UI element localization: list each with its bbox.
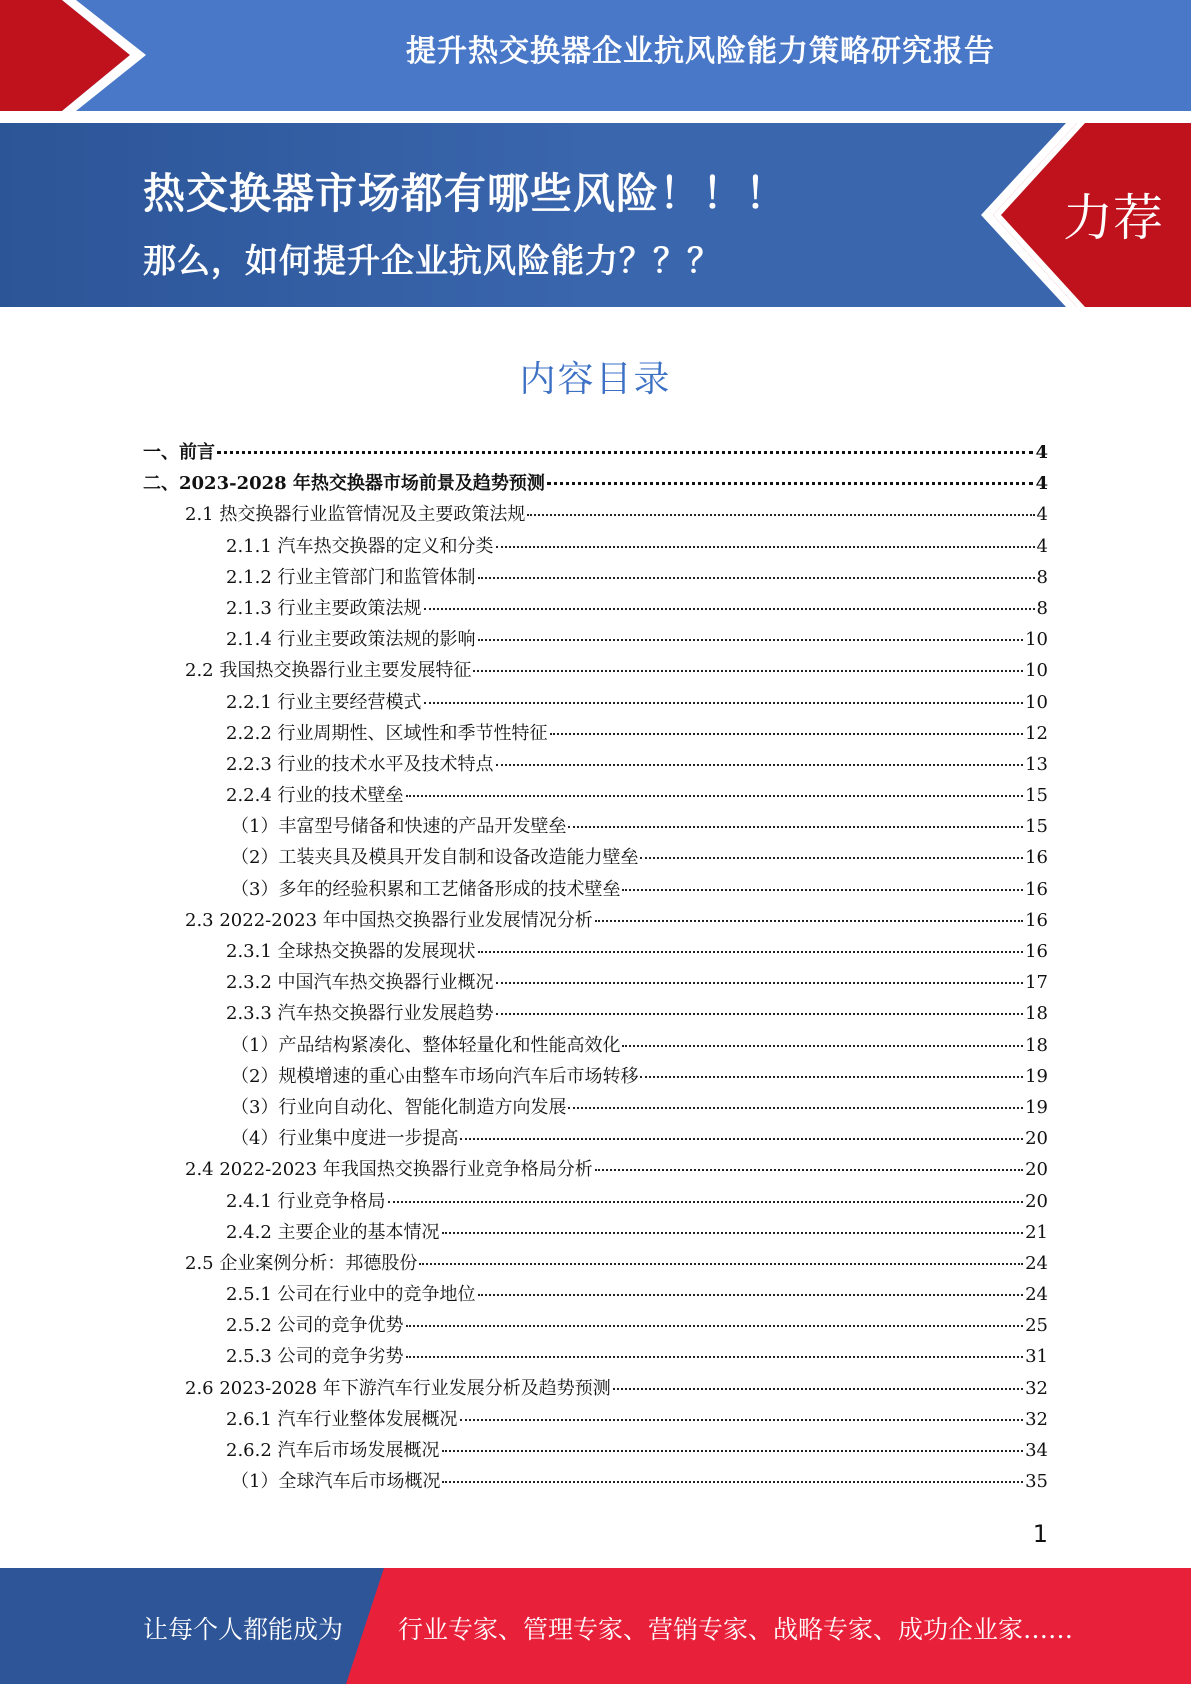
table-of-contents [143,437,1048,1497]
toc-entry-label: 一、前言 [143,442,215,463]
toc-entry-page: 31 [1025,1346,1048,1368]
hero-subheadline: 那么，如何提升企业抗风险能力？？？ [143,241,721,280]
toc-leader-dots [473,670,1023,672]
report-title: 提升热交换器企业抗风险能力策略研究报告 [406,34,995,69]
toc-entry-label: 2.5.1 公司在行业中的竞争地位 [226,1284,476,1306]
toc-entry-page: 21 [1025,1221,1048,1243]
toc-entry[interactable] [143,967,1048,998]
toc-entry[interactable] [143,718,1048,749]
toc-leader-dots [424,608,1035,610]
toc-leader-dots [478,1294,1024,1296]
toc-entry[interactable] [143,1404,1048,1435]
toc-leader-dots [460,1138,1023,1140]
toc-entry-page: 16 [1025,909,1048,931]
toc-entry[interactable] [143,531,1048,562]
toc-entry[interactable] [143,749,1048,780]
toc-entry-label: 2.4 2022-2023 年我国热交换器行业竞争格局分析 [185,1159,593,1181]
toc-entry-page: 15 [1025,785,1048,807]
toc-entry-page: 12 [1025,722,1048,744]
toc-leader-dots [442,1232,1024,1234]
toc-entry[interactable] [143,905,1048,936]
toc-entry-page: 25 [1025,1315,1048,1337]
toc-entry-page: 18 [1025,1034,1048,1056]
toc-entry[interactable] [143,593,1048,624]
toc-entry-label: 2.5.2 公司的竞争优势 [226,1315,404,1337]
toc-entry-label: （2）工装夹具及模具开发自制和设备改造能力壁垒 [231,847,639,869]
toc-entry[interactable] [143,1061,1048,1092]
toc-leader-dots [613,1388,1023,1390]
toc-entry-page: 20 [1025,1190,1048,1212]
recommend-badge: 力荐 [1063,189,1163,247]
toc-entry[interactable] [143,624,1048,655]
toc-entry-label: 2.5.3 公司的竞争劣势 [226,1346,404,1368]
toc-leader-dots [496,546,1035,548]
toc-leader-dots [406,1356,1024,1358]
toc-entry-label: 2.1.3 行业主要政策法规 [226,597,422,619]
toc-leader-dots [478,577,1035,579]
toc-leader-dots [622,1045,1023,1047]
toc-entry-page: 16 [1025,941,1048,962]
toc-leader-dots [478,951,1024,953]
hero-headline: 热交换器市场都有哪些风险！！！ [143,169,789,218]
toc-entry-page: 32 [1025,1408,1048,1430]
toc-entry-label: 2.6.2 汽车后市场发展概况 [226,1440,440,1461]
toc-leader-dots [406,1325,1024,1327]
page-number: 1 [1032,1520,1048,1548]
toc-leader-dots [496,982,1024,984]
toc-entry-page: 24 [1025,1284,1048,1306]
toc-entry-page: 16 [1025,847,1048,869]
toc-entry-page: 10 [1025,691,1048,713]
toc-entry[interactable] [143,874,1048,905]
toc-leader-dots [496,1013,1024,1015]
toc-entry[interactable] [143,1435,1048,1466]
toc-entry-label: 2.1.4 行业主要政策法规的影响 [226,629,476,651]
toc-entry-page: 4 [1035,473,1048,495]
toc-leader-dots [478,639,1024,641]
toc-leader-dots [640,857,1023,859]
toc-entry-label: （2）规模增速的重心由整车市场向汽车后市场转移 [231,1065,639,1087]
toc-leader-dots [595,920,1023,922]
toc-entry[interactable] [143,687,1048,718]
toc-entry-page: 16 [1025,878,1048,900]
toc-leader-dots [568,1107,1023,1109]
toc-entry[interactable] [143,998,1048,1029]
toc-entry-page: 19 [1025,1096,1048,1118]
toc-entry-label: （1）丰富型号储备和快速的产品开发壁垒 [231,816,567,838]
toc-entry-page: 15 [1025,816,1048,838]
toc-entry-label: （4）行业集中度进一步提高 [231,1128,459,1150]
toc-entry-page: 20 [1025,1159,1048,1181]
toc-entry-label: 2.6.1 汽车行业整体发展概况 [226,1408,458,1430]
toc-entry[interactable] [143,1341,1048,1372]
toc-entry-label: 2.6 2023-2028 年下游汽车行业发展分析及趋势预测 [185,1377,611,1399]
red-chevron-decoration [0,0,150,111]
top-header-band [0,0,1191,111]
toc-entry[interactable] [143,1217,1048,1248]
footer-band [0,1568,1191,1684]
toc-leader-dots [388,1201,1024,1203]
toc-entry-page: 24 [1025,1252,1048,1274]
toc-leader-dots [527,514,1034,516]
toc-entry-page: 10 [1025,660,1048,682]
toc-leader-dots [406,795,1024,797]
toc-entry-label: 2.1.2 行业主管部门和监管体制 [226,566,476,588]
toc-entry-label: 二、2023-2028 年热交换器市场前景及趋势预测 [143,473,545,495]
toc-leader-dots [424,702,1024,704]
toc-entry[interactable] [143,1030,1048,1061]
toc-entry[interactable] [143,936,1048,967]
toc-entry-label: 2.3.1 全球热交换器的发展现状 [226,941,476,962]
toc-entry-label: 2.3.2 中国汽车热交换器行业概况 [226,972,494,994]
toc-entry-label: 2.3 2022-2023 年中国热交换器行业发展情况分析 [185,909,593,931]
toc-leader-dots [550,733,1024,735]
toc-entry-page: 4 [1036,504,1048,526]
toc-entry-label: 2.3.3 汽车热交换器行业发展趋势 [226,1003,494,1025]
toc-entry[interactable] [143,1279,1048,1310]
toc-entry-page: 20 [1025,1128,1048,1150]
toc-entry-label: 2.1.1 汽车热交换器的定义和分类 [226,535,494,557]
toc-entry-label: 2.2 我国热交换器行业主要发展特征 [185,660,472,682]
toc-entry[interactable] [143,437,1048,468]
toc-leader-dots [217,451,1033,454]
toc-entry[interactable] [143,468,1048,499]
toc-entry-page: 4 [1036,535,1048,557]
toc-entry-label: 2.2.4 行业的技术壁垒 [226,785,404,807]
toc-entry-page: 8 [1036,597,1048,619]
toc-entry[interactable] [143,842,1048,873]
toc-leader-dots [595,1169,1023,1171]
toc-heading: 内容目录 [519,359,672,400]
toc-leader-dots [547,482,1034,485]
toc-leader-dots [622,889,1023,891]
toc-entry-page: 4 [1035,442,1048,463]
toc-entry-label: 2.2.2 行业周期性、区域性和季节性特征 [226,722,548,744]
toc-entry-page: 35 [1025,1471,1048,1493]
toc-leader-dots [419,1263,1023,1265]
toc-entry-label: 2.2.1 行业主要经营模式 [226,691,422,713]
toc-entry[interactable] [143,1310,1048,1341]
toc-entry-label: 2.4.2 主要企业的基本情况 [226,1221,440,1243]
toc-entry-label: （1）产品结构紧凑化、整体轻量化和性能高效化 [231,1034,621,1056]
toc-leader-dots [568,826,1023,828]
toc-entry-label: （3）行业向自动化、智能化制造方向发展 [231,1096,567,1118]
toc-entry[interactable] [143,811,1048,842]
toc-leader-dots [640,1076,1023,1078]
toc-entry-page: 19 [1025,1065,1048,1087]
toc-entry-page: 13 [1025,753,1048,775]
toc-entry-page: 17 [1025,972,1048,994]
toc-entry[interactable] [143,499,1048,530]
toc-entry[interactable] [143,780,1048,811]
toc-leader-dots [442,1481,1023,1483]
footer-slogan-left: 让每个人都能成为 [143,1615,344,1644]
toc-entry-page: 18 [1025,1003,1048,1025]
toc-entry[interactable] [143,1186,1048,1217]
toc-entry[interactable] [143,1123,1048,1154]
toc-entry[interactable] [143,655,1048,686]
toc-entry-label: （1）全球汽车后市场概况 [231,1471,441,1493]
toc-entry-label: （3）多年的经验积累和工艺储备形成的技术壁垒 [231,878,621,900]
toc-entry[interactable] [143,562,1048,593]
toc-entry-label: 2.4.1 行业竞争格局 [226,1190,386,1212]
toc-entry-label: 2.2.3 行业的技术水平及技术特点 [226,753,494,775]
toc-entry[interactable] [143,1092,1048,1123]
toc-entry[interactable] [143,1373,1048,1404]
toc-entry-page: 10 [1025,629,1048,651]
toc-entry-label: 2.5 企业案例分析：邦德股份 [185,1252,418,1274]
footer-slogan-right: 行业专家、管理专家、营销专家、战略专家、成功企业家…… [398,1615,1074,1644]
toc-leader-dots [442,1450,1024,1452]
toc-leader-dots [460,1419,1024,1421]
toc-entry-page: 8 [1036,566,1048,588]
toc-entry-page: 34 [1025,1440,1048,1461]
toc-entry[interactable] [143,1154,1048,1185]
toc-leader-dots [496,764,1024,766]
toc-entry-page: 32 [1025,1377,1048,1399]
toc-entry[interactable] [143,1466,1048,1497]
toc-entry[interactable] [143,1248,1048,1279]
toc-entry-label: 2.1 热交换器行业监管情况及主要政策法规 [185,504,526,526]
